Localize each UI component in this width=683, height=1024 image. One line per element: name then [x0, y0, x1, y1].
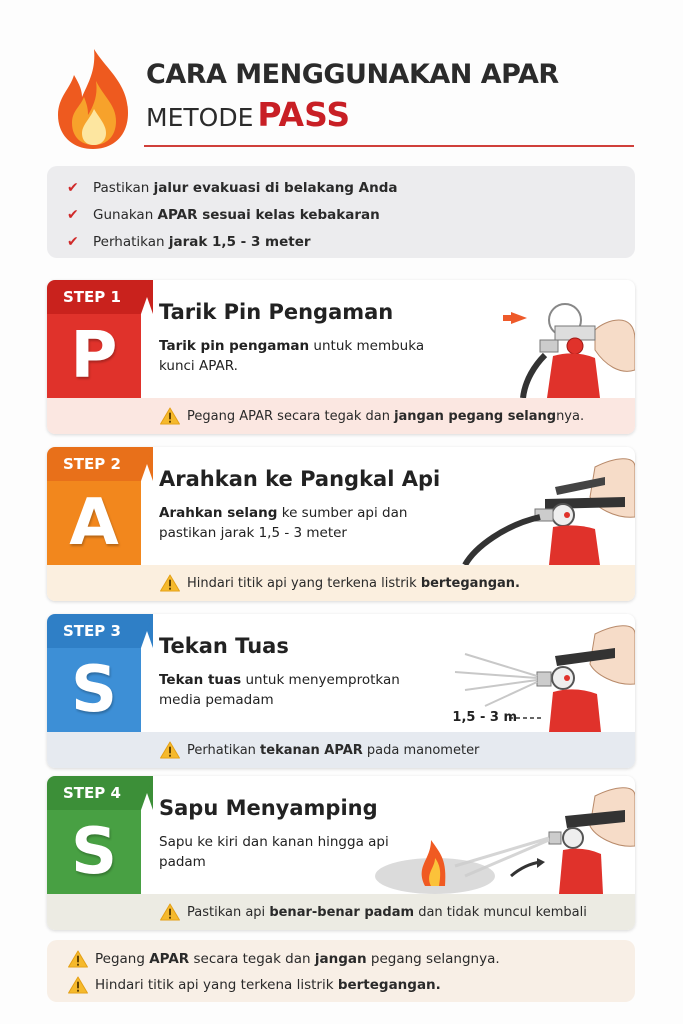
- step-title: Tekan Tuas: [159, 634, 289, 658]
- step-description: Tekan tuas untuk menyemprotkan media pemadam: [159, 672, 400, 708]
- footer-warning: [67, 946, 635, 972]
- checklist-bold: jarak 1,5 - 3 meter: [168, 233, 311, 250]
- footer-warning-bold: APAR: [149, 951, 190, 967]
- step-card: [47, 280, 635, 434]
- step-letter: A: [47, 481, 141, 565]
- step-note-bold: tekanan APAR: [260, 742, 363, 758]
- fire-extinguisher-illustration: [445, 776, 635, 894]
- step-note-text: Hindari titik api yang terkena listrik bertegangan.: [187, 575, 520, 591]
- checklist-text: Perhatikan jarak 1,5 - 3 meter: [93, 233, 311, 250]
- fire-extinguisher-illustration: [445, 447, 635, 565]
- step-title: Sapu Menyamping: [159, 796, 378, 820]
- step-description-bold: Tekan tuas: [159, 672, 242, 688]
- page-title: CARA MENGGUNAKAN APAR: [146, 59, 559, 90]
- warning-icon: [67, 950, 89, 968]
- step-note-bold: jangan pegang selang: [394, 408, 557, 424]
- method-highlight: PASS: [257, 95, 351, 134]
- step-note-text: Perhatikan tekanan APAR pada manometer: [187, 742, 480, 758]
- step-card: [47, 614, 635, 768]
- footer-warning-bold: jangan: [314, 951, 367, 967]
- checklist: [47, 166, 635, 258]
- step-title: Tarik Pin Pengaman: [159, 300, 394, 324]
- check-icon: ✔: [67, 179, 79, 196]
- step-badge: [47, 280, 141, 398]
- footer-warning-text: Hindari titik api yang terkena listrik bertegangan.: [95, 977, 441, 993]
- step-note-bold: benar-benar padam: [269, 904, 415, 920]
- warning-icon: [159, 407, 181, 425]
- title-divider: [144, 145, 634, 147]
- step-note: [47, 732, 635, 768]
- footer-warnings: [47, 940, 635, 1002]
- step-note: [47, 894, 635, 930]
- footer-warning-bold: bertegangan.: [337, 977, 441, 993]
- step-note-text: Pastikan api benar-benar padam dan tidak muncul kembali: [187, 904, 587, 920]
- step-description-bold: Tarik pin pengaman: [159, 338, 310, 354]
- footer-warning-text: Pegang APAR secara tegak dan jangan pegang selangnya.: [95, 951, 500, 967]
- step-note-bold: bertegangan.: [420, 575, 520, 591]
- fire-extinguisher-illustration: [445, 280, 635, 398]
- step-number: STEP 1: [47, 280, 141, 314]
- checklist-bold: APAR sesuai kelas kebakaran: [157, 206, 380, 223]
- step-description: Sapu ke kiri dan kanan hingga api padam: [159, 834, 389, 870]
- distance-label: 1,5 - 3 m: [452, 710, 517, 725]
- step-letter: S: [47, 810, 141, 894]
- warning-icon: [67, 976, 89, 994]
- step-description: Arahkan selang ke sumber api dan pastikan jarak 1,5 - 3 meter: [159, 505, 408, 541]
- checklist-item: [67, 228, 635, 255]
- badge-corner: [141, 614, 153, 648]
- step-description-bold: Arahkan selang: [159, 505, 278, 521]
- step-number: STEP 2: [47, 447, 141, 481]
- step-letter: P: [47, 314, 141, 398]
- badge-corner: [141, 280, 153, 314]
- step-number: STEP 4: [47, 776, 141, 810]
- checklist-text: Pastikan jalur evakuasi di belakang Anda: [93, 179, 398, 196]
- checklist-text: Gunakan APAR sesuai kelas kebakaran: [93, 206, 380, 223]
- warning-icon: [159, 574, 181, 592]
- warning-icon: [159, 903, 181, 921]
- step-title: Arahkan ke Pangkal Api: [159, 467, 441, 491]
- checklist-item: [67, 201, 635, 228]
- step-note: [47, 398, 635, 434]
- step-note-text: Pegang APAR secara tegak dan jangan pegang selangnya.: [187, 408, 585, 424]
- step-card: [47, 776, 635, 930]
- step-badge: [47, 614, 141, 732]
- flame-icon: [54, 47, 132, 151]
- step-description: Tarik pin pengaman untuk membuka kunci APAR.: [159, 338, 425, 374]
- check-icon: ✔: [67, 233, 79, 250]
- step-card: [47, 447, 635, 601]
- check-icon: ✔: [67, 206, 79, 223]
- header: [50, 45, 640, 155]
- checklist-item: [67, 174, 635, 201]
- step-badge: [47, 776, 141, 894]
- badge-corner: [141, 447, 153, 481]
- step-note: [47, 565, 635, 601]
- page-subtitle: METODE PASS: [146, 95, 351, 134]
- warning-icon: [159, 741, 181, 759]
- step-badge: [47, 447, 141, 565]
- footer-warning: [67, 972, 635, 998]
- step-number: STEP 3: [47, 614, 141, 648]
- checklist-bold: jalur evakuasi di belakang Anda: [153, 179, 398, 196]
- badge-corner: [141, 776, 153, 810]
- step-letter: S: [47, 648, 141, 732]
